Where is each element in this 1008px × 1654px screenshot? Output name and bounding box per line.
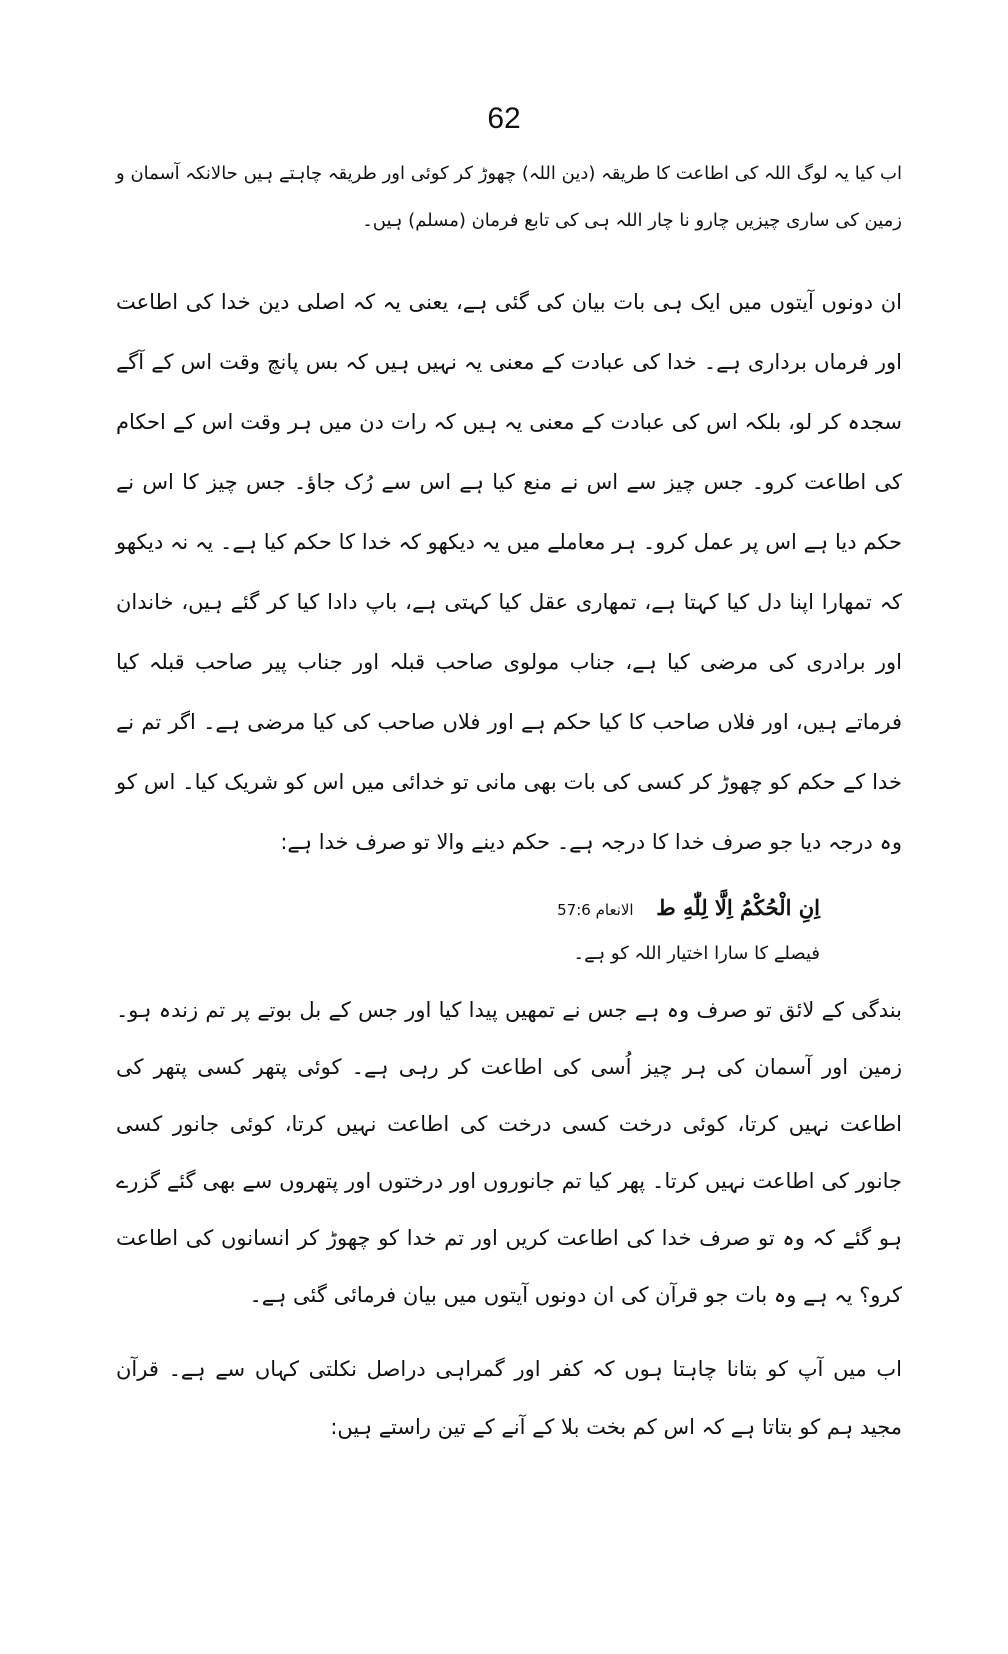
second-paragraph: بندگی کے لائق تو صرف وہ ہے جس نے تمھیں پیدا کیا اور جس کے بل بوتے پر تم زندہ ہو۔ زمین اور آسمان کی ہر چیز اُسی کی اطاعت کر رہی ہے۔ کوئی پتھر کسی پتھر کی اطاعت نہیں کرتا، کوئی درخت کسی درخت کی اطاعت نہیں کرتا، کوئی جانور کسی جانور کی اطاعت نہیں کرتا۔ پھر کیا تم جانوروں اور درختوں اور پتھروں سے بھی گئے گزرے ہو گئے کہ وہ تو صرف خدا کی اطاعت کریں اور تم خدا کو چھوڑ کر انسانوں کی اطاعت کرو؟ یہ ہے وہ بات جو قرآن کی ان دونوں آیتوں میں بیان فرمائی گئی ہے۔ [116,998,902,1307]
verse-reference: الانعام 57:6 [557,901,634,919]
page-number: 62 [487,102,521,135]
verse-text: اِنِ الْحُكْمُ اِلَّا لِلّٰهِ ط [656,895,820,920]
third-paragraph: اب میں آپ کو بتانا چاہتا ہوں کہ کفر اور گمراہی دراصل نکلتی کہاں سے ہے۔ قرآن مجید ہم کو بتاتا ہے کہ اس کم بخت بلا کے آنے کے تین راستے ہیں: [116,1357,902,1439]
verse-line [420,888,820,930]
verse-translation: فیصلے کا سارا اختیار اللہ کو ہے۔ [573,943,820,964]
quote-intro-paragraph: اب کیا یہ لوگ اللہ کی اطاعت کا طریقہ (دین اللہ) چھوڑ کر کوئی اور طریقہ چاہتے ہیں حالانکہ آسمان و زمین کی ساری چیزیں چارو نا چار اللہ ہی کی تابع فرمان (مسلم) ہیں۔ [116,163,902,231]
main-paragraph: ان دونوں آیتوں میں ایک ہی بات بیان کی گئی ہے، یعنی یہ کہ اصلی دین خدا کی اطاعت اور فرماں برداری ہے۔ خدا کی عبادت کے معنی یہ نہیں ہیں کہ بس پانچ وقت اس کے آگے سجدہ کر لو، بلکہ اس کی عبادت کے معنی یہ ہیں کہ رات دن میں ہر وقت اس کے احکام کی اطاعت کرو۔ جس چیز سے اس نے منع کیا ہے اس سے رُک جاؤ۔ جس چیز کا اس نے حکم دیا ہے اس پر عمل کرو۔ ہر معاملے میں یہ دیکھو کہ خدا کا حکم کیا ہے۔ یہ نہ دیکھو کہ تمھارا اپنا دل کیا کہتا ہے، تمھاری عقل کیا کہتی ہے، باپ دادا کیا کر گئے ہیں، خاندان اور برادری کی مرضی کیا ہے، جناب مولوی صاحب قبلہ اور جناب پیر صاحب قبلہ کیا فرماتے ہیں، اور فلاں صاحب کا کیا حکم ہے اور فلاں صاحب کی کیا مرضی ہے۔ اگر تم نے خدا کے حکم کو چھوڑ کر کسی کی بات بھی مانی تو خدائی میں اس کو شریک کیا۔ اس کو وہ درجہ دیا جو صرف خدا کا درجہ ہے۔ حکم دینے والا تو صرف خدا ہے: [116,290,902,854]
